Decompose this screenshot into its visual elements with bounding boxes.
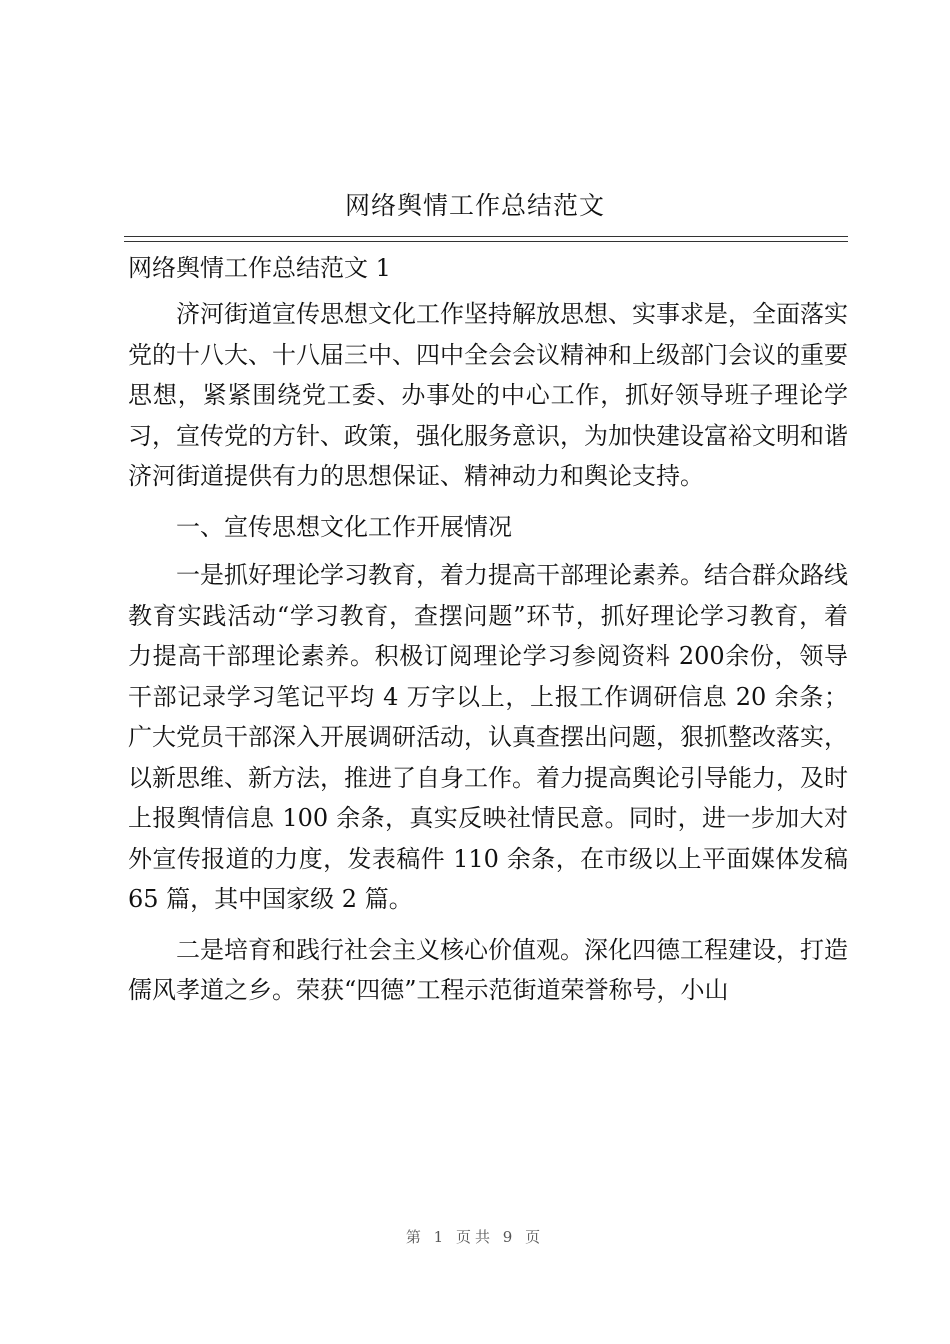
paragraph-theory-study: 一是抓好理论学习教育，着力提高干部理论素养。结合群众路线教育实践活动“学习教育，查摆问题”环节，抓好理论学习教育，着力提高干部理论素养。积极订阅理论学习参阅资料 200余份，领导干部记录学习笔记平均 4 万字以上，上报工作调研信息 20 余条；广大党员干部深入开展调研活动，认真查摆出问题，狠抓整改落实，以新思维、新方法，推进了自身工作。着力提高舆论引导能力，及时上报舆情信息 100 余条，真实反映社情民意。同时，进一步加大对外宣传报道的力度，发表稿件 110 余条，在市级以上平面媒体发稿 65 篇，其中国家级 2 篇。 [128, 561, 848, 913]
title-double-rule [124, 236, 848, 242]
page-number-footer: 第 1 页共 9 页 [405, 1228, 545, 1246]
section-heading: 网络舆情工作总结范文 1 [128, 254, 391, 282]
paragraph-section-one-heading: 一、宣传思想文化工作开展情况 [176, 512, 512, 541]
document-body [128, 294, 848, 1021]
paragraph-core-values: 二是培育和践行社会主义核心价值观。深化四德工程建设，打造儒风孝道之乡。荣获“四德”工程示范街道荣誉称号，小山 [128, 935, 848, 1004]
paragraph-intro: 济河街道宣传思想文化工作坚持解放思想、实事求是，全面落实党的十八大、十八届三中、四中全会会议精神和上级部门会议的重要思想，紧紧围绕党工委、办事处的中心工作，抓好领导班子理论学习，宣传党的方针、政策，强化服务意识，为加快建设富裕文明和谐济河街道提供有力的思想保证、精神动力和舆论支持。 [128, 300, 848, 490]
document-title: 网络舆情工作总结范文 [344, 191, 605, 220]
